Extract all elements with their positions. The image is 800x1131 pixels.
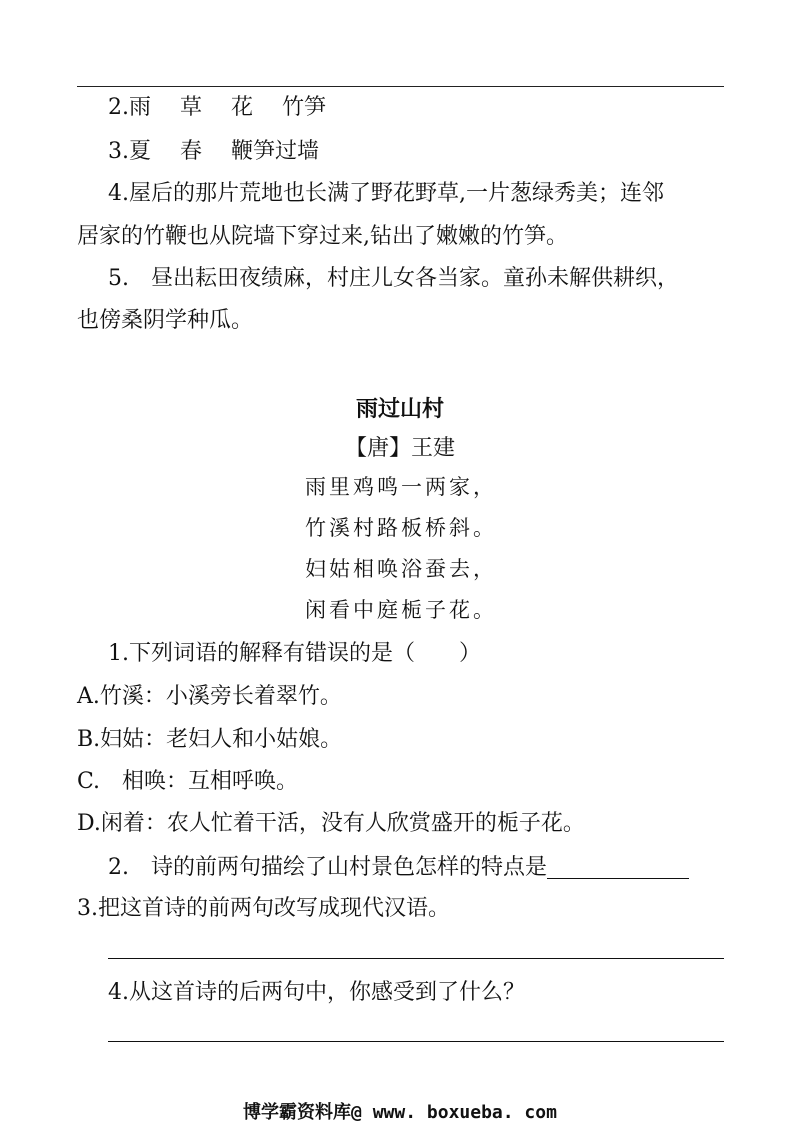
option-a: A.竹溪：小溪旁长着翠竹。 <box>77 684 342 709</box>
question-2-answer-blank[interactable] <box>547 856 689 879</box>
option-d: D.闲着：农人忙着干活，没有人欣赏盛开的栀子花。 <box>77 811 585 836</box>
question-2: 2. 诗的前两句描绘了山村景色怎样的特点是 <box>108 855 547 880</box>
poem-line-4: 闲看中庭栀子花。 <box>305 598 497 622</box>
question-4-answer-line[interactable] <box>108 1041 724 1042</box>
answer-5-line-2: 也傍桑阴学种瓜。 <box>77 308 254 333</box>
poem-line-3: 妇姑相唤浴蚕去， <box>305 557 497 581</box>
answer-4-line-2: 居家的竹鞭也从院墙下穿过来,钻出了嫩嫩的竹笋。 <box>77 224 568 249</box>
question-4: 4.从这首诗的后两句中，你感受到了什么？ <box>108 980 525 1005</box>
poem-line-1: 雨里鸡鸣一两家， <box>305 475 497 499</box>
question-3-answer-line[interactable] <box>108 958 724 959</box>
answer-5-line-1: 5. 昼出耘田夜绩麻，村庄儿女各当家。童孙未解供耕织， <box>108 266 679 291</box>
question-1: 1.下列词语的解释有错误的是（ ） <box>108 641 481 666</box>
top-rule <box>77 86 724 87</box>
answer-4-line-1: 4.屋后的那片荒地也长满了野花野草,一片葱绿秀美；连邻 <box>108 181 664 206</box>
option-c: C. 相唤：互相呼唤。 <box>77 769 299 794</box>
poem-line-2: 竹溪村路板桥斜。 <box>305 516 497 540</box>
question-2-row <box>108 856 689 879</box>
answer-2: 2.雨 草 花 竹笋 <box>108 95 326 120</box>
footer-watermark: 博学霸资料库@ www. boxueba. com <box>243 1102 557 1123</box>
option-b: B.妇姑：老妇人和小姑娘。 <box>77 727 343 752</box>
poem-author: 【唐】王建 <box>344 436 455 461</box>
poem-title: 雨过山村 <box>355 397 444 422</box>
answer-3: 3.夏 春 鞭笋过墙 <box>108 139 319 164</box>
question-3: 3.把这首诗的前两句改写成现代汉语。 <box>77 896 450 921</box>
